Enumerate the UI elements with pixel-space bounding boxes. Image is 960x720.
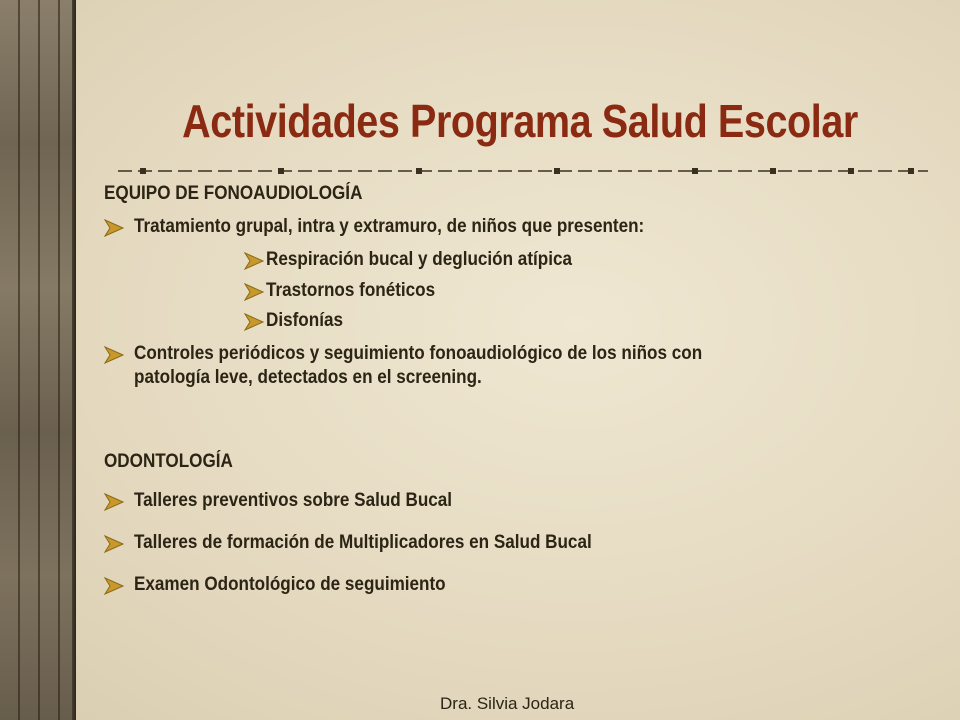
sub-bullet-trastornos: Trastornos fonéticos xyxy=(266,280,436,301)
title-divider xyxy=(118,162,928,180)
arrow-bullet-icon xyxy=(244,313,264,331)
arrow-bullet-icon xyxy=(244,252,264,270)
arrow-bullet-icon xyxy=(104,535,124,553)
section-heading-fonoaudiologia: EQUIPO DE FONOAUDIOLOGÍA xyxy=(104,183,363,204)
bullet-talleres-preventivos: Talleres preventivos sobre Salud Bucal xyxy=(134,490,453,511)
arrow-bullet-icon xyxy=(104,493,124,511)
bullet-talleres-formacion: Talleres de formación de Multiplicadores en Salud Bucal xyxy=(134,532,592,553)
bullet-tratamiento: Tratamiento grupal, intra y extramuro, de niños que presenten: xyxy=(134,216,645,237)
arrow-bullet-icon xyxy=(104,346,124,364)
arrow-bullet-icon xyxy=(244,283,264,301)
bullet-examen: Examen Odontológico de seguimiento xyxy=(134,574,446,595)
arrow-bullet-icon xyxy=(104,577,124,595)
bullet-controles-line2: patología leve, detectados en el screening. xyxy=(134,367,482,388)
sub-bullet-respiracion: Respiración bucal y deglución atípica xyxy=(266,249,572,270)
slide-title: Actividades Programa Salud Escolar xyxy=(182,95,858,147)
sub-bullet-disfonias: Disfonías xyxy=(266,310,343,331)
section-heading-odontologia: ODONTOLOGÍA xyxy=(104,451,233,472)
wood-border xyxy=(0,0,76,720)
bullet-controles-line1: Controles periódicos y seguimiento fonoaudiológico de los niños con xyxy=(134,343,703,364)
footer-author: Dra. Silvia Jodara xyxy=(440,694,575,713)
arrow-bullet-icon xyxy=(104,219,124,237)
